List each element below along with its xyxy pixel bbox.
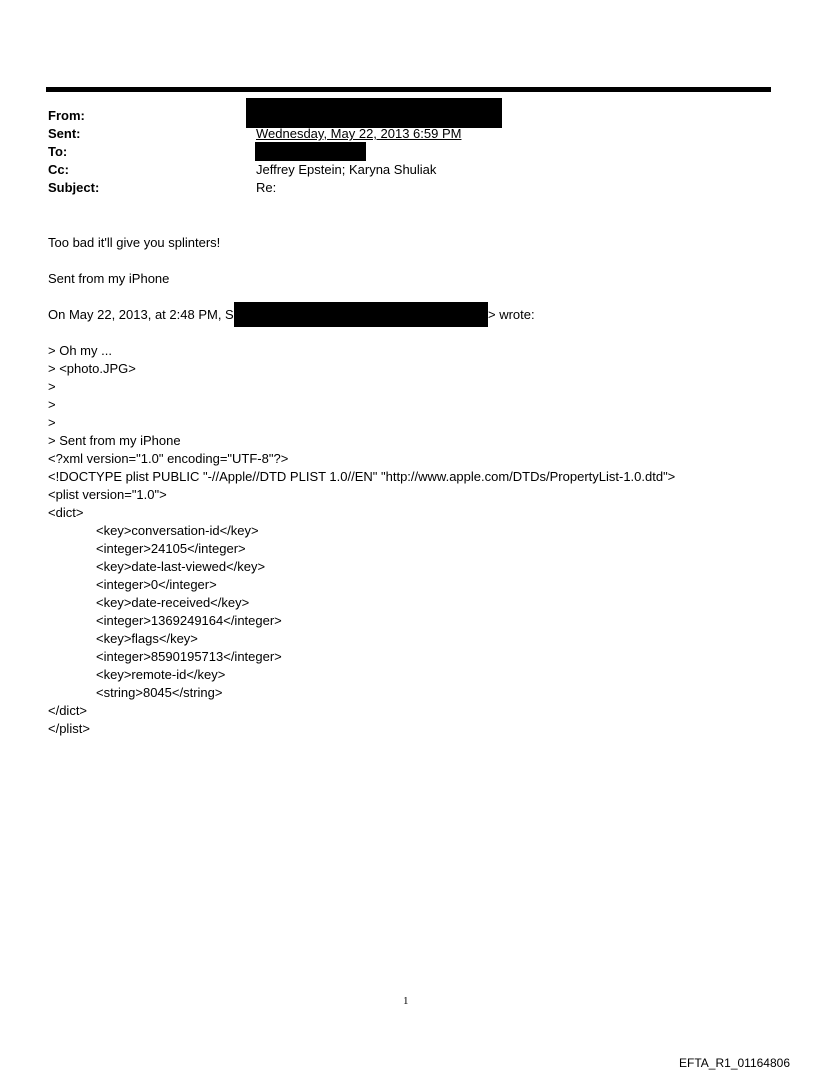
sent-label: Sent: bbox=[48, 126, 81, 141]
page-number: 1 bbox=[403, 995, 409, 1007]
from-label: From: bbox=[48, 108, 85, 123]
cc-label: Cc: bbox=[48, 162, 69, 177]
xml-line: <key>flags</key> bbox=[96, 631, 198, 646]
xml-line: <integer>0</integer> bbox=[96, 577, 217, 592]
xml-line: <plist version="1.0"> bbox=[48, 487, 167, 502]
header-rule bbox=[46, 87, 771, 92]
sent-value: Wednesday, May 22, 2013 6:59 PM bbox=[256, 126, 462, 141]
xml-line: <key>date-last-viewed</key> bbox=[96, 559, 266, 574]
xml-line: <integer>24105</integer> bbox=[96, 541, 246, 556]
to-label: To: bbox=[48, 144, 68, 159]
subject-label: Subject: bbox=[48, 180, 100, 195]
xml-line: <key>date-received</key> bbox=[96, 595, 250, 610]
xml-line: <key>conversation-id</key> bbox=[96, 523, 259, 538]
to-redaction bbox=[255, 142, 366, 161]
quoted-line: > Sent from my iPhone bbox=[48, 433, 181, 448]
xml-line: </dict> bbox=[48, 703, 88, 718]
quoted-line: > <photo.JPG> bbox=[48, 361, 136, 376]
quoted-line: > bbox=[48, 397, 56, 412]
cc-value: Jeffrey Epstein; Karyna Shuliak bbox=[256, 162, 437, 177]
xml-line: <integer>8590195713</integer> bbox=[96, 649, 282, 664]
quoted-line: > Oh my ... bbox=[48, 343, 112, 358]
xml-line: </plist> bbox=[48, 721, 90, 736]
subject-value: Re: bbox=[256, 180, 277, 195]
xml-line: <string>8045</string> bbox=[96, 685, 223, 700]
quoted-line: > bbox=[48, 379, 56, 394]
sender-redaction bbox=[234, 302, 488, 327]
xml-line: <key>remote-id</key> bbox=[96, 667, 226, 682]
xml-line: <?xml version="1.0" encoding="UTF-8"?> bbox=[48, 451, 289, 466]
xml-line: <integer>1369249164</integer> bbox=[96, 613, 282, 628]
signature: Sent from my iPhone bbox=[48, 271, 170, 286]
quoted-line: > bbox=[48, 415, 56, 430]
body-line: Too bad it'll give you splinters! bbox=[48, 235, 221, 250]
from-redaction bbox=[246, 98, 502, 128]
document-id: EFTA_R1_01164806 bbox=[679, 1056, 790, 1070]
quote-intro-start: On May 22, 2013, at 2:48 PM, S bbox=[48, 307, 234, 322]
xml-line: <!DOCTYPE plist PUBLIC "-//Apple//DTD PLIST 1.0//EN" "http://www.apple.com/DTDs/PropertyList-1.0.dtd"> bbox=[48, 469, 676, 484]
quote-intro-end: > wrote: bbox=[488, 307, 535, 322]
xml-line: <dict> bbox=[48, 505, 84, 520]
